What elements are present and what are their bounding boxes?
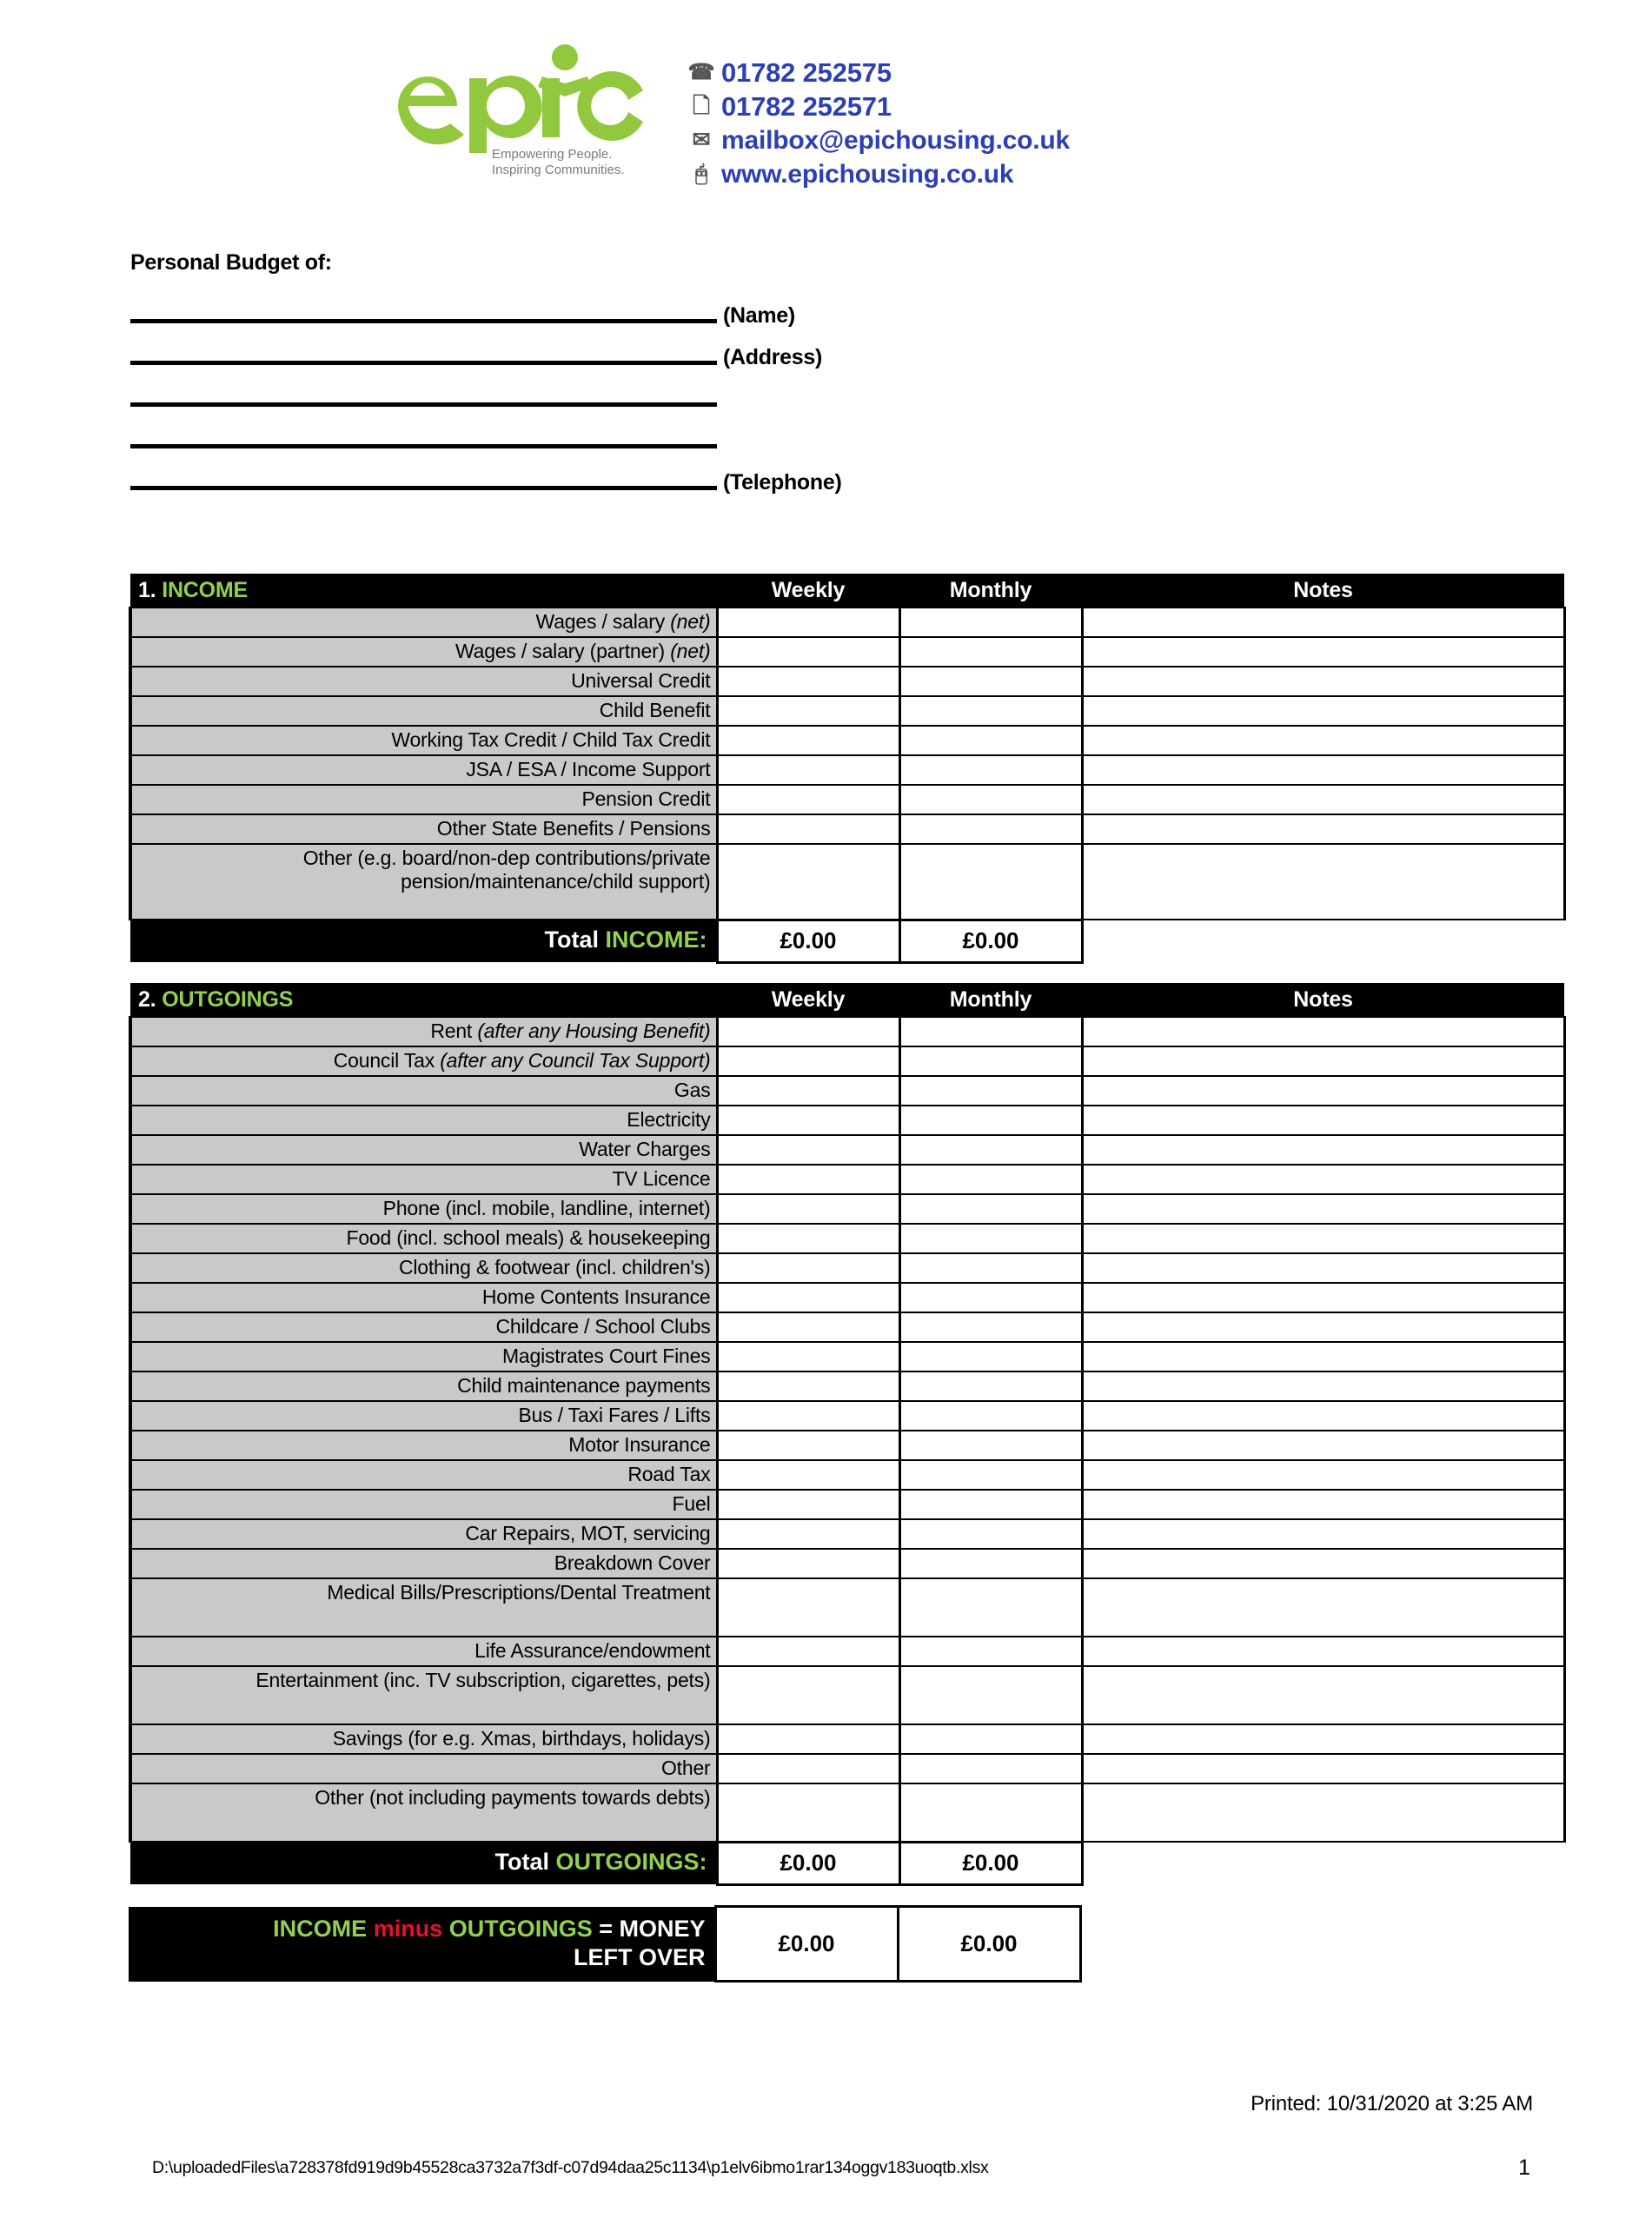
row-label: Council Tax (after any Council Tax Support) [130, 1046, 717, 1076]
svg-text:Empowering People.: Empowering People. [492, 147, 613, 162]
summary-income-word: INCOME [273, 1916, 374, 1943]
weekly-input-cell[interactable] [717, 1312, 899, 1342]
row-label: Other (not including payments towards debts) [130, 1783, 717, 1842]
weekly-input-cell[interactable] [717, 1401, 899, 1431]
notes-input-cell[interactable] [1082, 814, 1564, 844]
contact-fax [687, 90, 1070, 123]
weekly-input-cell[interactable] [717, 1253, 899, 1283]
row-label: Wages / salary (partner) (net) [130, 637, 717, 667]
contact-fax-text: 01782 252571 [721, 90, 892, 122]
personal-details-fields [130, 287, 895, 495]
summary-label [129, 1907, 715, 1982]
table-row [130, 1253, 1564, 1283]
notes-input-cell[interactable] [1082, 726, 1564, 755]
epic-housing-logo [389, 38, 667, 182]
row-label: Other (e.g. board/non-dep contributions/private pension/maintenance/child support) [130, 844, 717, 920]
weekly-input-cell[interactable] [717, 1106, 899, 1135]
fax-document-icon: 🗋 [693, 94, 710, 118]
row-label: Child maintenance payments [130, 1372, 717, 1401]
summary-left-over-word: LEFT OVER [573, 1943, 706, 1970]
notes-input-cell[interactable] [1082, 1165, 1564, 1194]
notes-input-cell[interactable] [1082, 1076, 1564, 1106]
row-label: Rent (after any Housing Benefit) [130, 1017, 717, 1046]
address-input-line-3[interactable] [130, 444, 717, 448]
telephone-input-line[interactable] [130, 486, 717, 490]
outgoings-total-monthly: £0.00 [899, 1842, 1082, 1884]
weekly-input-cell[interactable] [717, 608, 899, 637]
monthly-input-cell[interactable] [899, 696, 1082, 726]
name-input-line[interactable] [130, 319, 717, 323]
row-label: Fuel [130, 1490, 717, 1519]
notes-input-cell[interactable] [1082, 667, 1564, 696]
outgoings-table [129, 983, 1566, 1886]
table-row [130, 1017, 1564, 1046]
monthly-input-cell[interactable] [899, 1401, 1082, 1431]
notes-input-cell[interactable] [1082, 608, 1564, 637]
table-row [130, 1224, 1564, 1253]
row-label: Home Contents Insurance [130, 1283, 717, 1312]
income-total-accent: INCOME: [605, 927, 707, 953]
notes-input-cell[interactable] [1082, 1549, 1564, 1578]
row-label: Child Benefit [130, 696, 717, 726]
weekly-input-cell[interactable] [717, 1519, 899, 1549]
notes-input-cell[interactable] [1082, 1724, 1564, 1754]
table-row [130, 1783, 1564, 1842]
income-section-label: INCOME [162, 577, 249, 602]
row-label: Car Repairs, MOT, servicing [130, 1519, 717, 1549]
weekly-input-cell[interactable] [717, 637, 899, 667]
notes-input-cell[interactable] [1082, 1637, 1564, 1666]
weekly-input-cell[interactable] [717, 726, 899, 755]
contact-phone-text: 01782 252575 [721, 56, 892, 88]
notes-input-cell[interactable] [1082, 1194, 1564, 1224]
weekly-input-cell[interactable] [717, 1224, 899, 1253]
weekly-input-cell[interactable] [717, 667, 899, 696]
monthly-input-cell[interactable] [899, 1342, 1082, 1372]
table-row [130, 1519, 1564, 1549]
table-row [130, 608, 1564, 637]
notes-input-cell[interactable] [1082, 696, 1564, 726]
outgoings-table-header-row [130, 983, 1564, 1017]
income-section-title [130, 574, 717, 608]
monthly-input-cell[interactable] [899, 785, 1082, 814]
table-row [130, 1342, 1564, 1372]
weekly-input-cell[interactable] [717, 1637, 899, 1666]
monthly-input-cell[interactable] [899, 1754, 1082, 1783]
contact-website[interactable] [687, 157, 1070, 191]
weekly-input-cell[interactable] [717, 1017, 899, 1046]
row-label: TV Licence [130, 1165, 717, 1194]
income-total-word: Total [544, 927, 606, 953]
row-label: Food (incl. school meals) & housekeeping [130, 1224, 717, 1253]
table-row [130, 667, 1564, 696]
summary-monthly-value: £0.00 [898, 1907, 1080, 1982]
telephone-icon: ☎ [687, 60, 715, 84]
field-row-telephone [130, 454, 895, 495]
notes-input-cell[interactable] [1082, 1106, 1564, 1135]
monthly-input-cell[interactable] [899, 637, 1082, 667]
monthly-input-cell[interactable] [899, 1194, 1082, 1224]
page-title: Personal Budget of: [130, 250, 332, 275]
table-row [130, 785, 1564, 814]
table-row [130, 1431, 1564, 1460]
monthly-input-cell[interactable] [899, 726, 1082, 755]
weekly-input-cell[interactable] [717, 1783, 899, 1842]
table-row [130, 1106, 1564, 1135]
outgoings-section-number: 2. [138, 986, 156, 1012]
table-row [130, 1460, 1564, 1490]
table-row [130, 1637, 1564, 1666]
field-row-address-1 [130, 329, 895, 370]
income-table-header-row [130, 574, 1564, 608]
notes-input-cell[interactable] [1082, 1283, 1564, 1312]
monthly-input-cell[interactable] [899, 1224, 1082, 1253]
notes-input-cell[interactable] [1082, 1460, 1564, 1490]
monthly-input-cell[interactable] [899, 1460, 1082, 1490]
income-section-number: 1. [138, 577, 156, 602]
table-row [130, 1724, 1564, 1754]
notes-input-cell[interactable] [1082, 1783, 1564, 1842]
notes-input-cell[interactable] [1082, 1372, 1564, 1401]
monthly-input-cell[interactable] [899, 844, 1082, 920]
row-label: Breakdown Cover [130, 1549, 717, 1578]
table-row [130, 637, 1564, 667]
notes-input-cell[interactable] [1082, 1578, 1564, 1637]
monthly-input-cell[interactable] [899, 1165, 1082, 1194]
row-label: Clothing & footwear (incl. children's) [130, 1253, 717, 1283]
page-number: 1 [1518, 2155, 1530, 2180]
outgoings-col-monthly: Monthly [899, 983, 1082, 1017]
weekly-input-cell[interactable] [717, 1046, 899, 1076]
file-path-footer: D:\uploadedFiles\a728378fd919d9b45528ca3732a7f3df-c07d94daa25c1134\p1elv6ibmo1rar134oggv183uoqtb.xlsx [152, 2158, 989, 2177]
table-row [130, 1046, 1564, 1076]
monthly-input-cell[interactable] [899, 1283, 1082, 1312]
row-label: Electricity [130, 1106, 717, 1135]
monthly-input-cell[interactable] [899, 1519, 1082, 1549]
notes-input-cell[interactable] [1082, 1754, 1564, 1783]
monthly-input-cell[interactable] [899, 1549, 1082, 1578]
monthly-input-cell[interactable] [899, 1135, 1082, 1165]
row-label: Other [130, 1754, 717, 1783]
table-row [130, 1578, 1564, 1637]
income-total-label [130, 920, 717, 962]
outgoings-total-weekly: £0.00 [717, 1842, 899, 1884]
mouse-pointer-icon: 🖰 [694, 162, 708, 186]
weekly-input-cell[interactable] [717, 1666, 899, 1724]
monthly-input-cell[interactable] [899, 1253, 1082, 1283]
monthly-input-cell[interactable] [899, 1578, 1082, 1637]
outgoings-total-row [130, 1842, 1564, 1884]
telephone-field-label: (Telephone) [723, 470, 842, 495]
contact-phone [687, 56, 1070, 90]
weekly-input-cell[interactable] [717, 814, 899, 844]
row-label: Medical Bills/Prescriptions/Dental Treatment [130, 1578, 717, 1637]
table-row [130, 1194, 1564, 1224]
notes-input-cell[interactable] [1082, 1666, 1564, 1724]
income-col-weekly: Weekly [717, 574, 899, 608]
table-row [130, 696, 1564, 726]
weekly-input-cell[interactable] [717, 755, 899, 785]
notes-input-cell[interactable] [1082, 1017, 1564, 1046]
table-row [130, 814, 1564, 844]
address-input-line-1[interactable] [130, 361, 717, 365]
monthly-input-cell[interactable] [899, 1490, 1082, 1519]
notes-input-cell[interactable] [1082, 1253, 1564, 1283]
monthly-input-cell[interactable] [899, 608, 1082, 637]
monthly-input-cell[interactable] [899, 1076, 1082, 1106]
table-row [130, 844, 1564, 920]
weekly-input-cell[interactable] [717, 1194, 899, 1224]
monthly-input-cell[interactable] [899, 667, 1082, 696]
row-label: Life Assurance/endowment [130, 1637, 717, 1666]
weekly-input-cell[interactable] [717, 1076, 899, 1106]
summary-outgoings-word: OUTGOINGS [442, 1916, 593, 1943]
monthly-input-cell[interactable] [899, 1637, 1082, 1666]
summary-weekly-value: £0.00 [715, 1907, 898, 1982]
address-input-line-2[interactable] [130, 402, 717, 407]
income-total-weekly: £0.00 [717, 920, 899, 962]
row-label: Working Tax Credit / Child Tax Credit [130, 726, 717, 755]
notes-input-cell[interactable] [1082, 1431, 1564, 1460]
notes-input-cell[interactable] [1082, 1401, 1564, 1431]
row-label: Motor Insurance [130, 1431, 717, 1460]
weekly-input-cell[interactable] [717, 1490, 899, 1519]
row-label: Water Charges [130, 1135, 717, 1165]
row-label: Savings (for e.g. Xmas, birthdays, holidays) [130, 1724, 717, 1754]
weekly-input-cell[interactable] [717, 1431, 899, 1460]
table-row [130, 1666, 1564, 1724]
income-total-row [130, 920, 1564, 962]
table-row [130, 755, 1564, 785]
row-label: Phone (incl. mobile, landline, internet) [130, 1194, 717, 1224]
notes-input-cell[interactable] [1082, 1519, 1564, 1549]
contact-website-text: www.epichousing.co.uk [721, 159, 1014, 189]
row-label: Gas [130, 1076, 717, 1106]
table-row [130, 1372, 1564, 1401]
monthly-input-cell[interactable] [899, 1312, 1082, 1342]
outgoings-col-weekly: Weekly [717, 983, 899, 1017]
document-header [0, 0, 1652, 191]
weekly-input-cell[interactable] [717, 1460, 899, 1490]
address-field-label: (Address) [723, 345, 822, 369]
income-table [129, 574, 1566, 964]
money-left-over-row [129, 1905, 1082, 1983]
table-row [130, 1076, 1564, 1106]
monthly-input-cell[interactable] [899, 814, 1082, 844]
row-label: Universal Credit [130, 667, 717, 696]
outgoings-section-title [130, 983, 717, 1017]
envelope-icon: ✉ [692, 128, 711, 152]
weekly-input-cell[interactable] [717, 1165, 899, 1194]
row-label: JSA / ESA / Income Support [130, 755, 717, 785]
row-label: Entertainment (inc. TV subscription, cigarettes, pets) [130, 1666, 717, 1724]
field-row-address-2 [130, 370, 895, 412]
monthly-input-cell[interactable] [899, 1106, 1082, 1135]
field-row-address-3 [130, 412, 895, 454]
weekly-input-cell[interactable] [717, 844, 899, 920]
notes-input-cell[interactable] [1082, 637, 1564, 667]
monthly-input-cell[interactable] [899, 1431, 1082, 1460]
name-field-label: (Name) [723, 303, 795, 328]
outgoings-col-notes: Notes [1082, 983, 1564, 1017]
table-row [130, 1490, 1564, 1519]
field-row-name [130, 287, 895, 329]
outgoings-section-label: OUTGOINGS [162, 986, 294, 1012]
table-row [130, 726, 1564, 755]
weekly-input-cell[interactable] [717, 1549, 899, 1578]
notes-input-cell[interactable] [1082, 1046, 1564, 1076]
outgoings-total-accent: OUTGOINGS: [555, 1849, 707, 1876]
weekly-input-cell[interactable] [717, 696, 899, 726]
monthly-input-cell[interactable] [899, 755, 1082, 785]
weekly-input-cell[interactable] [717, 1724, 899, 1754]
notes-input-cell[interactable] [1082, 1342, 1564, 1372]
notes-input-cell[interactable] [1082, 1135, 1564, 1165]
table-row [130, 1135, 1564, 1165]
weekly-input-cell[interactable] [717, 1372, 899, 1401]
printed-timestamp: Printed: 10/31/2020 at 3:25 AM [1251, 2092, 1533, 2115]
row-label: Magistrates Court Fines [130, 1342, 717, 1372]
table-row [130, 1754, 1564, 1783]
outgoings-total-notes-blank [1082, 1842, 1564, 1884]
monthly-input-cell[interactable] [899, 1372, 1082, 1401]
notes-input-cell[interactable] [1082, 785, 1564, 814]
weekly-input-cell[interactable] [717, 1754, 899, 1783]
notes-input-cell[interactable] [1082, 1224, 1564, 1253]
income-col-monthly: Monthly [899, 574, 1082, 608]
table-row [130, 1401, 1564, 1431]
table-row [130, 1312, 1564, 1342]
notes-input-cell[interactable] [1082, 1312, 1564, 1342]
row-label: Pension Credit [130, 785, 717, 814]
row-label: Bus / Taxi Fares / Lifts [130, 1401, 717, 1431]
table-row [130, 1165, 1564, 1194]
notes-input-cell[interactable] [1082, 1490, 1564, 1519]
monthly-input-cell[interactable] [899, 1017, 1082, 1046]
monthly-input-cell[interactable] [899, 1666, 1082, 1724]
income-col-notes: Notes [1082, 574, 1564, 608]
contact-email[interactable] [687, 123, 1070, 157]
row-label: Childcare / School Clubs [130, 1312, 717, 1342]
summary-money-word: = MONEY [592, 1916, 706, 1943]
summary-minus-word: minus [373, 1916, 443, 1943]
weekly-input-cell[interactable] [717, 785, 899, 814]
row-label: Road Tax [130, 1460, 717, 1490]
row-label: Wages / salary (net) [130, 608, 717, 637]
income-total-notes-blank [1082, 920, 1564, 962]
monthly-input-cell[interactable] [899, 1724, 1082, 1754]
table-row [130, 1549, 1564, 1578]
weekly-input-cell[interactable] [717, 1578, 899, 1637]
weekly-input-cell[interactable] [717, 1342, 899, 1372]
monthly-input-cell[interactable] [899, 1046, 1082, 1076]
notes-input-cell[interactable] [1082, 844, 1564, 920]
outgoings-total-label [130, 1842, 717, 1884]
weekly-input-cell[interactable] [717, 1135, 899, 1165]
monthly-input-cell[interactable] [899, 1783, 1082, 1842]
svg-text:Inspiring Communities.: Inspiring Communities. [492, 163, 625, 177]
contact-details [687, 56, 1070, 191]
outgoings-total-word: Total [494, 1849, 556, 1876]
contact-email-text: mailbox@epichousing.co.uk [721, 125, 1070, 155]
weekly-input-cell[interactable] [717, 1283, 899, 1312]
table-row [130, 1283, 1564, 1312]
notes-input-cell[interactable] [1082, 755, 1564, 785]
income-total-monthly: £0.00 [899, 920, 1082, 962]
row-label: Other State Benefits / Pensions [130, 814, 717, 844]
